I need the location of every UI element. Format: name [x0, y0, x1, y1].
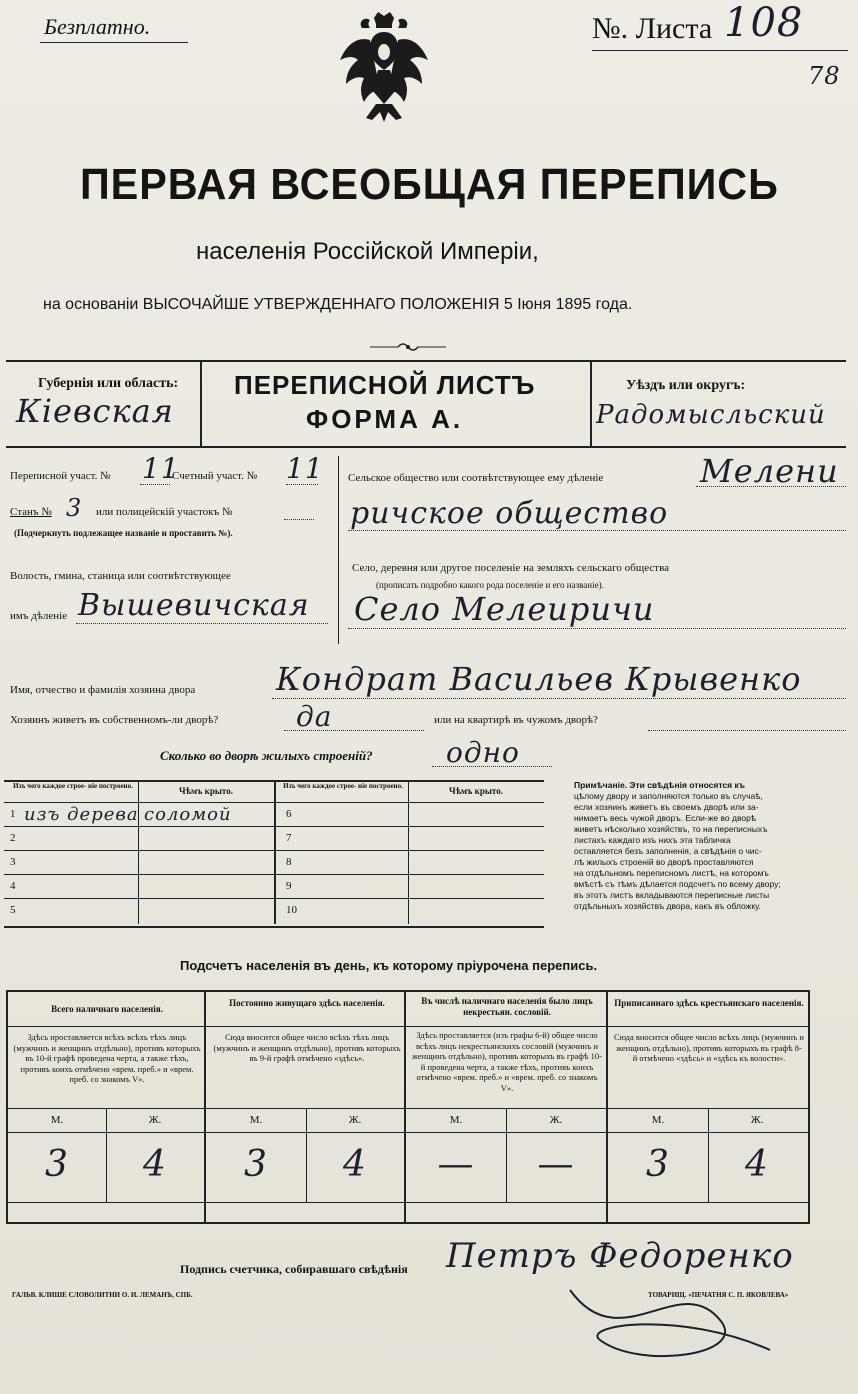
owner-lives-value: да: [296, 700, 333, 733]
apartment-label: или на квартирѣ въ чужомъ дворѣ?: [434, 714, 598, 726]
printer-left: ГАЛЬВ. КЛИШЕ СЛОВОЛИТНИ О. И. ЛЕМАНЪ, СПБ.: [12, 1291, 193, 1299]
count-male-value: 3: [45, 1144, 69, 1185]
margin-number: 78: [808, 62, 841, 90]
buildings-table: [4, 780, 544, 928]
female-label: Ж.: [148, 1114, 162, 1126]
ornament-divider: [368, 340, 448, 359]
row-number: 7: [286, 832, 292, 844]
count-male-value: 3: [646, 1144, 670, 1185]
row-number: 9: [286, 880, 292, 892]
male-label: М.: [249, 1114, 263, 1126]
female-label: Ж.: [549, 1114, 563, 1126]
count-col-header: Въ числѣ наличнаго населенія было лицъ некрестьян. сословій.: [421, 996, 593, 1017]
count-female-value: —: [537, 1144, 575, 1185]
note-line: на отдѣльномъ переписномъ листѣ, на которомъ: [574, 868, 769, 878]
count-col-header: Постоянно живущаго здѣсь населенія.: [229, 998, 385, 1008]
schetny-label: Счетный участ. №: [172, 470, 258, 482]
gubernia-value: Кіевская: [16, 392, 174, 430]
col-roof-left: Чѣмъ крыто.: [179, 786, 233, 796]
society-label: Сельское общество или соотвѣтствующее ему дѣленіе: [348, 472, 604, 484]
form-title: ПЕРЕПИСНОЙ ЛИСТЪ: [234, 370, 536, 400]
count-male-value: 3: [244, 1144, 268, 1185]
stan-label: Станъ №: [10, 506, 52, 518]
village-label: Село, деревня или другое поселеніе на земляхъ сельскаго общества: [352, 562, 670, 574]
basis-line: на основаніи ВЫСОЧАЙШЕ УТВЕРЖДЕННАГО ПОЛОЖЕНІЯ 5 Іюня 1895 года.: [43, 296, 633, 313]
col-material-left: Изъ чего каждое строе- ніе построено.: [13, 782, 133, 790]
count-col-desc: Здѣсь проставляется всѣхъ всѣхъ тѣхъ лицъ (мужчинъ и женщинъ отдѣльно), противъ которыхъ въ 10-й графѣ проведена черта, а также тѣхъ, противъ коихъ отмѣчено «врем. преб.» и «врем. преб. со знакомъ V».: [13, 1032, 201, 1084]
society-value-2: ричское общество: [350, 496, 669, 531]
imperial-eagle-emblem: [336, 10, 432, 140]
note-line: оставляется безъ заполненія, а свѣдѣнія о чис-: [574, 846, 762, 856]
fields-divider: [338, 456, 339, 644]
uchastok-value: 11: [142, 452, 180, 485]
row-number: 4: [10, 880, 16, 892]
row-number: 10: [286, 904, 297, 916]
volost-label: Волость, гмина, станица или соотвѣтствующее: [10, 570, 231, 582]
note-line: лѣ жилыхъ строеній во дворѣ проставляются: [574, 857, 754, 867]
volost-label-2: имъ дѣленіе: [10, 610, 68, 622]
row-number: 5: [10, 904, 16, 916]
note-line: въ этотъ листъ вкладываются переписные листы: [574, 890, 770, 900]
count-col-desc: Сюда вносится общее число всѣхъ лицъ (мужчинъ и женщинъ отдѣльно), противъ которыхъ въ графѣ 8-й отмѣчено «здѣсь» и «здѣсь къ волости».: [614, 1032, 804, 1063]
count-title: Подсчетъ населенія въ день, къ которому пріурочена перепись.: [180, 958, 598, 973]
village-value: Село Мелеиричи: [354, 590, 655, 628]
buildings-value: одно: [446, 736, 520, 769]
count-female-value: 4: [343, 1144, 367, 1185]
male-label: М.: [50, 1114, 64, 1126]
police-label: или полицейскій участокъ №: [96, 506, 233, 518]
village-note: (прописать подробно какого рода поселеніе и его названіе).: [376, 580, 604, 590]
female-label: Ж.: [750, 1114, 764, 1126]
note-block: [574, 780, 806, 912]
header-top-rule: [6, 360, 846, 362]
sheet-number-label: №. Листа: [592, 12, 713, 45]
note-line: нимаетъ весь чужой дворъ. Если-же во дворѣ: [574, 813, 757, 823]
row-number: 1: [10, 808, 16, 820]
count-col-desc: Здѣсь проставляется (изъ графы 6-й) общее число всѣхъ лицъ некрестьянскихъ сословій (мужчинъ и женщинъ отдѣльно), противъ которыхъ въ графѣ 10-й проведена черта, а также тѣхъ, противъ коихъ отмѣчено «врем. преб.» и «врем. преб. со знакомъ V».: [412, 1030, 602, 1093]
stan-value: 3: [66, 494, 83, 522]
free-label: Безплатно.: [44, 14, 151, 39]
gubernia-label: Губернія или область:: [38, 376, 179, 391]
note-line: Примѣчаніе. Эти свѣдѣнія относятся къ: [574, 780, 745, 790]
owner-lives-label: Хозяинъ живетъ въ собственномъ-ли дворѣ?: [10, 714, 219, 726]
uezd-value: Радомысльский: [596, 400, 826, 430]
uchastok-label: Переписной участ. №: [10, 470, 111, 482]
buildings-label: Сколько во дворѣ жилыхъ строеній?: [160, 748, 373, 763]
sheet-number-underline: [592, 50, 848, 51]
count-male-value: —: [437, 1144, 475, 1185]
society-value-1: Мелени: [700, 452, 839, 490]
printer-right: ТОВАРИЩ. «ПЕЧАТНЯ С. П. ЯКОВЛЕВА»: [648, 1291, 789, 1299]
row-number: 8: [286, 856, 292, 868]
row-number: 2: [10, 832, 16, 844]
owner-name-value: Кондрат Васильев Крывенко: [276, 660, 802, 698]
signature-value: Петръ Федоренко: [446, 1236, 794, 1276]
row-roof: соломой: [144, 804, 232, 825]
owner-name-label: Имя, отчество и фамилія хозяина двора: [10, 684, 196, 696]
male-label: М.: [651, 1114, 665, 1126]
count-female-value: 4: [143, 1144, 167, 1185]
free-underline: [40, 42, 188, 43]
row-number: 3: [10, 856, 16, 868]
female-label: Ж.: [348, 1114, 362, 1126]
note-line: отдѣльныхъ хозяйствъ двора, какъ въ обложку.: [574, 901, 761, 911]
row-material: изъ дерева: [24, 804, 139, 825]
count-female-value: 4: [745, 1144, 769, 1185]
count-col-desc: Сюда вносится общее число всѣхъ тѣхъ лицъ (мужчинъ и женщинъ отдѣльно), противъ которыхъ въ 9-й графѣ отмѣчено «здѣсь».: [213, 1032, 401, 1063]
note-line: цѣлому двору и заполняются только въ случаѣ,: [574, 791, 763, 801]
header-divider-right: [590, 362, 592, 446]
note-line: листахъ каждаго изъ нихъ эта табличка: [574, 835, 731, 845]
signature-label: Подпись счетчика, собиравшаго свѣдѣнія: [180, 1262, 408, 1276]
schetny-value: 11: [286, 452, 324, 485]
header-bottom-rule: [6, 446, 846, 448]
row-number: 6: [286, 808, 292, 820]
sheet-number-value: 108: [724, 0, 804, 46]
note-line: если хозяинъ живетъ въ своемъ дворѣ или за-: [574, 802, 759, 812]
main-title: ПЕРВАЯ ВСЕОБЩАЯ ПЕРЕПИСЬ: [80, 160, 779, 209]
note-line: вмѣстѣ съ тѣмъ дѣлается подсчетъ по всему двору;: [574, 879, 781, 889]
volost-value: Вышевичская: [78, 588, 310, 623]
count-table: [6, 990, 810, 1224]
note-line: живетъ нѣсколько хозяйствъ, то на переписныхъ: [574, 824, 768, 834]
col-roof-right: Чѣмъ крыто.: [449, 786, 503, 796]
header-divider-left: [200, 362, 202, 446]
underline-note: (Подчеркнуть подлежащее названіе и проставить №).: [14, 528, 233, 538]
subtitle: населенія Россійской Имперіи,: [196, 238, 539, 265]
male-label: М.: [449, 1114, 463, 1126]
col-material-right: Изъ чего каждое строе- ніе построено.: [283, 782, 403, 790]
count-col-header: Всего наличнаго населенія.: [51, 1004, 163, 1014]
count-col-header: Приписаннаго здѣсь крестьянскаго населенія.: [614, 998, 804, 1008]
form-subtitle: ФОРМА А.: [306, 404, 464, 434]
uezd-label: Уѣздъ или округъ:: [626, 378, 746, 393]
